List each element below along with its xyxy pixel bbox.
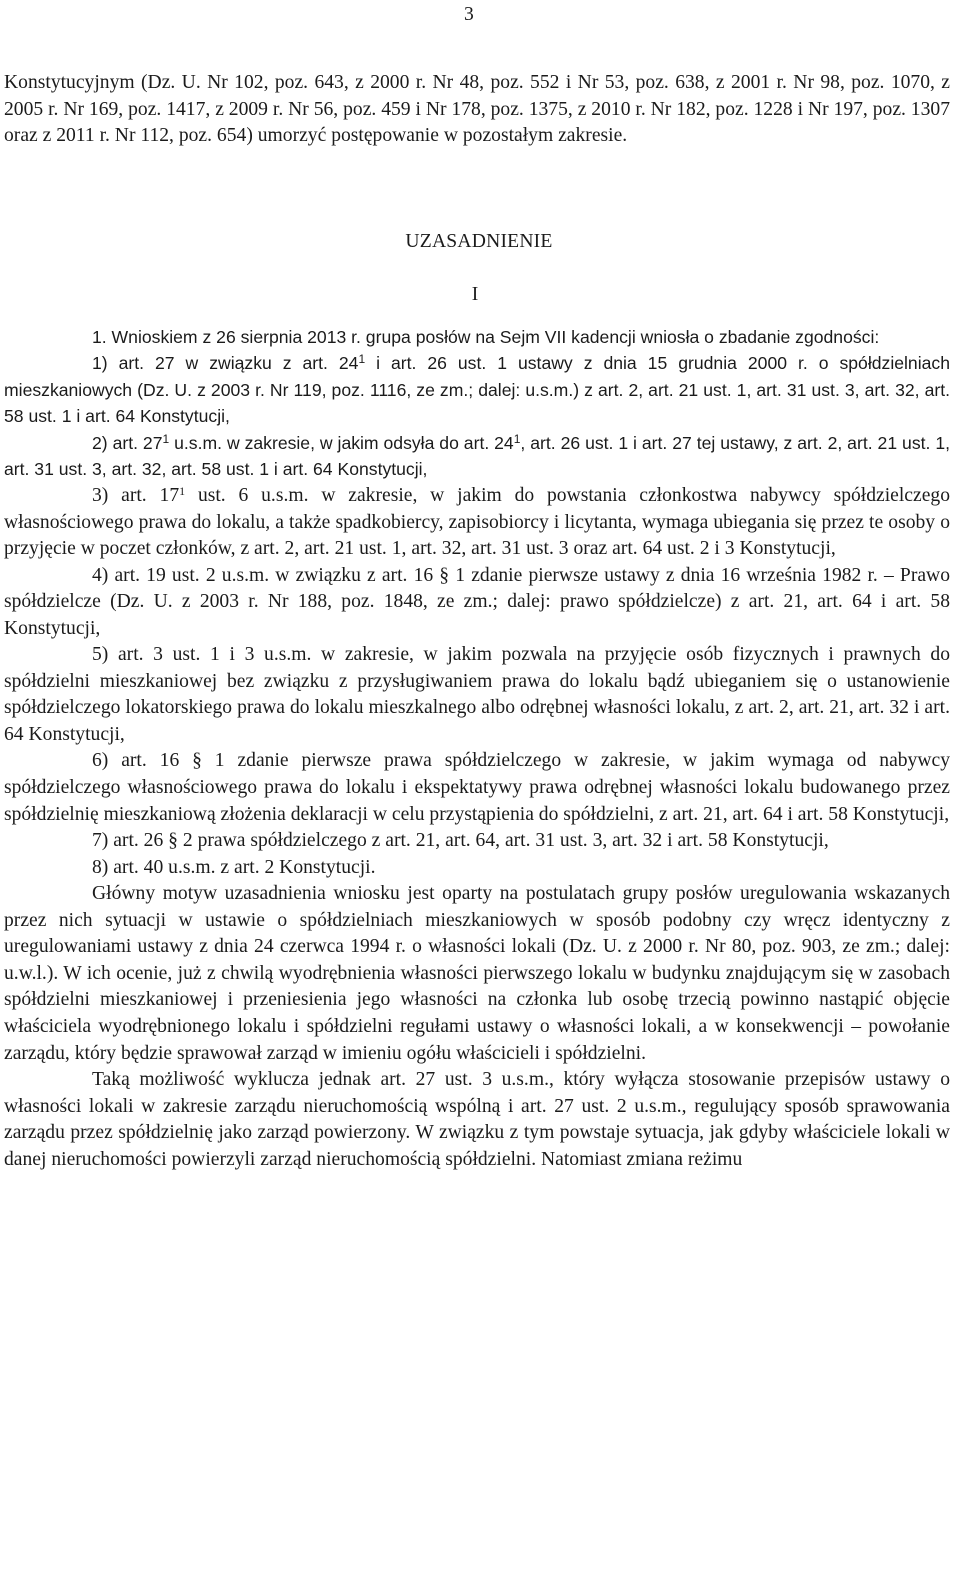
paragraph-taka: Taką możliwość wyklucza jednak art. 27 ust. 3 u.s.m., który wyłącza stosowanie przepisów ustawy o własności lokali w zakresie zarządu nieruchomością wspólną i art. 27 ust. 2 u.s.m., regulujący sposób sprawowania zarządu przez spółdzielnię jako zarząd powierzony. W związku z tym powstaje sytuacja, jak gdyby właściciele lokali w danej nieruchomości powierzyli zarząd nieruchomością spółdzielni. Natomiast zmiana reżimu [4, 1069, 950, 1170]
list-item-3-text-a: 3) art. 17 [92, 485, 180, 507]
list-item-2-text-a: 2) art. 27 [92, 432, 163, 453]
list-item-1-text-a: 1) art. 27 w związku z art. 24 [92, 353, 359, 374]
list-item-1 [4, 350, 950, 430]
list-item-5: 5) art. 3 ust. 1 i 3 u.s.m. w zakresie, w jakim pozwala na przyjęcie osób fizycznych i prawnych do spółdzielni mieszkaniowej bez związku z przysługiwaniem prawa do lokalu bądź ubieganiem się o ustanowienie spółdzielczego lokatorskiego prawa do lokalu mieszkalnego albo odrębnej własności lokalu, z art. 2, art. 21, art. 32 i art. 64 Konstytucji, [4, 644, 950, 745]
superscript: 1 [162, 431, 170, 446]
superscript: 1 [513, 431, 521, 446]
sans-block [4, 324, 950, 483]
list-item-6: 6) art. 16 § 1 zdanie pierwsze prawa spółdzielczego w zakresie, w jakim wymaga od nabywcy spółdzielczego własnościowego prawa do lokalu i ekspektatywy prawa odrębnej własności lokalu budowanego przez spółdzielnię mieszkaniową złożenia deklaracji w celu przystąpienia do spółdzielni, z art. 21, art. 64 i art. 58 Konstytucji, [4, 750, 950, 825]
list-item-2-text-b: u.s.m. w zakresie, w jakim odsyła do art. 24 [169, 432, 514, 453]
section-heading: UZASADNIENIE [405, 230, 553, 252]
superscript: 1 [179, 484, 186, 499]
list-item-1-text-b: i art. 26 ust. 1 ustawy z dnia 15 grudnia 2000 r. o spółdzielniach mieszkaniowych (Dz. U. z 2003 r. Nr 119, poz. 1116, ze zm.; dalej: u.s.m.) z art. 2, art. 21 ust. 1, art. 31 ust. 3, art. 32, art. 58 ust. 1 i art. 64 Konstytucji, [4, 353, 950, 427]
list-item-8: 8) art. 40 u.s.m. z art. 2 Konstytucji. [92, 856, 376, 878]
paragraph-wniosek: 1. Wnioskiem z 26 sierpnia 2013 r. grupa posłów na Sejm VII kadencji wniosła o zbadanie zgodności: [92, 326, 880, 347]
list-item-3-text-b: ust. 6 u.s.m. w zakresie, w jakim do powstania członkostwa nabywcy spółdzielczego własnościowego prawa do lokalu, a także spadkobiercy, zapisobiorcy i licytanta, wymaga ubiegania się przez te osoby o przyjęcie w poczet członków, z art. 2, art. 21 ust. 1, art. 32, art. 31 ust. 3 oraz art. 64 ust. 2 i 3 Konstytucji, [4, 485, 950, 560]
paragraph-motyw: Główny motyw uzasadnienia wniosku jest oparty na postulatach grupy posłów uregulowania wskazanych przez nich sytuacji w ustawie o spółdzielniach mieszkaniowych w sposób podobny czy wręcz identyczny z uregulowaniami ustawy z dnia 24 czerwca 1994 r. o własności lokali (Dz. U. z 2000 r. Nr 80, poz. 903, ze zm.; dalej: u.w.l.). W ich ocenie, już z chwilą wyodrębnienia własności pierwszego lokalu w budynku znajdującym się w zasobach spółdzielni mieszkaniowej i przeniesienia jego własności na członka lub osobę trzecią powinno nastąpić objęcie właściciela wyodrębnionego lokalu i spółdzielni regułami ustawy o własności lokali, a w konsekwencji – powołanie zarządu, który będzie sprawował zarząd w imieniu ogółu właścicieli i spółdzielni. [4, 883, 950, 1064]
page-number: 3 [464, 4, 474, 25]
list-item-2-text-c: , art. 26 ust. 1 i art. 27 tej ustawy, z art. 2, art. 21 ust. 1, art. 31 ust. 3, art. 32, art. 58 ust. 1 i art. 64 Konstytucji, [4, 432, 950, 480]
superscript: 1 [358, 352, 366, 367]
list-item-2 [4, 430, 950, 483]
intro-paragraph: Konstytucyjnym (Dz. U. Nr 102, poz. 643, z 2000 r. Nr 48, poz. 552 i Nr 53, poz. 638, z 2001 r. Nr 98, poz. 1070, z 2005 r. Nr 169, poz. 1417, z 2009 r. Nr 56, poz. 459 i Nr 178, poz. 1375, z 2010 r. Nr 182, poz. 1228 i Nr 197, poz. 1307 oraz z 2011 r. Nr 112, poz. 654) umorzyć postępowanie w pozostałym zakresie. [4, 72, 950, 147]
section-number: I [471, 284, 479, 306]
serif-block [4, 483, 950, 1173]
list-item-4: 4) art. 19 ust. 2 u.s.m. w związku z art. 16 § 1 zdanie pierwsze ustawy z dnia 16 września 1982 r. – Prawo spółdzielcze (Dz. U. z 2003 r. Nr 188, poz. 1848, ze zm.; dalej: prawo spółdzielcze) z art. 21, art. 64 i art. 58 Konstytucji, [4, 564, 950, 639]
list-item-7: 7) art. 26 § 2 prawa spółdzielczego z art. 21, art. 64, art. 31 ust. 3, art. 32 i art. 58 Konstytucji, [92, 830, 829, 852]
list-item-3 [4, 483, 950, 563]
